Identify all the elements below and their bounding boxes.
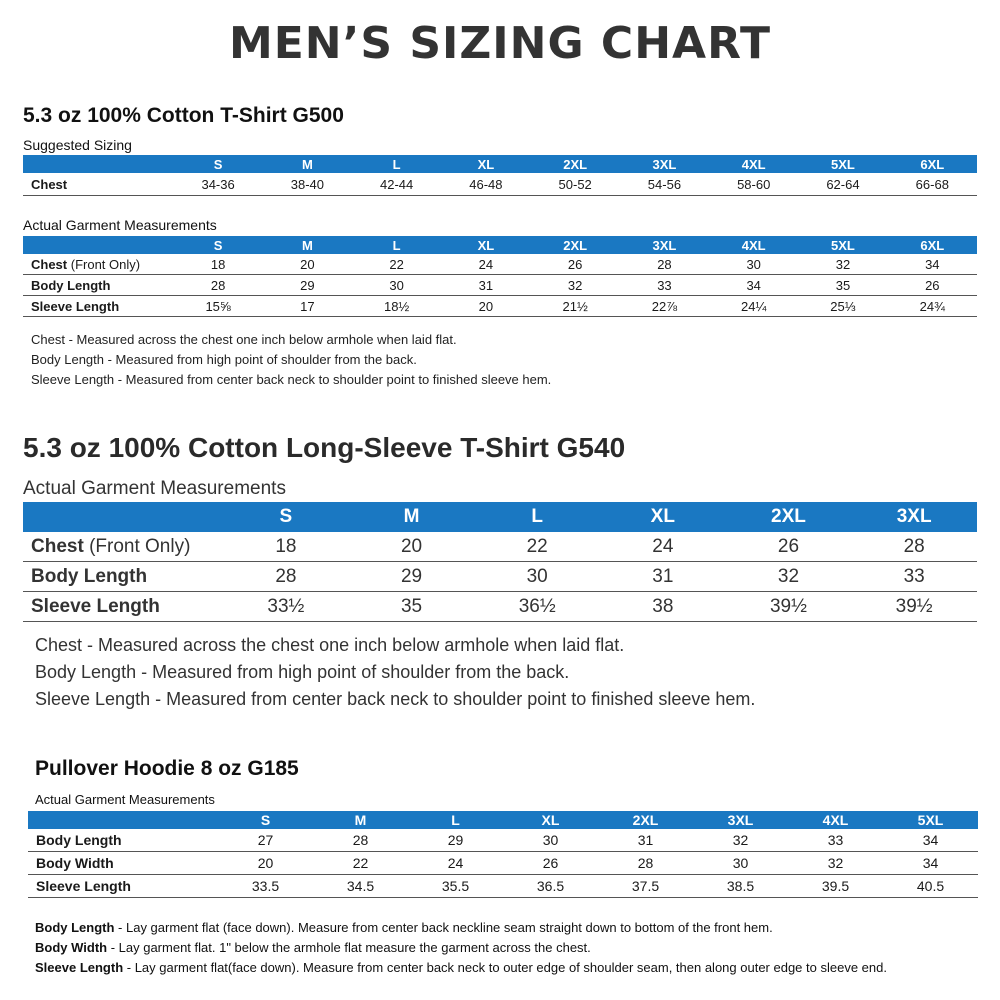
table-cell: 34 — [925, 256, 940, 272]
table-cell: 30 — [389, 277, 404, 293]
table-cell: 27 — [257, 832, 274, 848]
table-cell: 24 — [652, 535, 674, 557]
table-cell: 33 — [827, 832, 844, 848]
table-cell: 54-56 — [647, 176, 682, 192]
table-cell: 28 — [657, 256, 672, 272]
table-cell: 46-48 — [469, 176, 503, 192]
row-label-text: Sleeve Length — [36, 878, 131, 894]
g500-suggested-header — [23, 155, 977, 173]
size-header: XL — [441, 236, 530, 254]
table-cell: 58-60 — [737, 176, 771, 192]
table-cell: 15⅝ — [205, 298, 231, 314]
table-cell: 32 — [835, 256, 851, 272]
note-term: Body Length — [35, 920, 115, 935]
note: Sleeve Length - Measured from center back neck to shoulder point to finished sleeve hem. — [31, 372, 552, 387]
table-cell: 26 — [542, 855, 559, 871]
row-label — [28, 829, 218, 852]
table-cell: 30 — [526, 565, 548, 587]
table-row — [23, 532, 977, 562]
row-label — [23, 296, 173, 317]
row-label-text: Body Length — [36, 832, 122, 848]
g185-actual-header — [28, 811, 978, 829]
table-cell: 38 — [652, 595, 674, 617]
size-header: L — [408, 811, 503, 829]
size-header: 5XL — [798, 236, 887, 254]
table-cell: 24 — [447, 855, 464, 871]
size-header: M — [263, 236, 352, 254]
note-text: - Lay garment flat. 1" below the armhole flat measure the garment across the chest. — [107, 940, 591, 955]
g540-actual-body — [23, 532, 977, 622]
table-cell: 34.5 — [346, 878, 375, 894]
table-cell: 26 — [925, 277, 940, 293]
table-cell: 40.5 — [916, 878, 945, 894]
size-header: M — [313, 811, 408, 829]
size-header: S — [218, 811, 313, 829]
page-title: MEN’S SIZING CHART — [228, 18, 772, 69]
size-header: 4XL — [709, 155, 798, 173]
size-header: 4XL — [788, 811, 883, 829]
g540-heading: 5.3 oz 100% Cotton Long-Sleeve T-Shirt G540 — [23, 432, 626, 463]
table-cell: 24 — [478, 256, 494, 272]
g500-actual-table — [23, 236, 977, 317]
table-cell: 34 — [922, 855, 939, 871]
g185-actual-label: Actual Garment Measurements — [35, 792, 215, 807]
size-header: L — [352, 236, 441, 254]
size-header: L — [474, 502, 600, 532]
table-cell: 18½ — [383, 298, 410, 314]
row-label-text: Body Width — [36, 855, 114, 871]
row-label — [28, 852, 218, 875]
table-cell: 17 — [300, 298, 315, 314]
table-cell: 18 — [275, 535, 297, 557]
row-label-text: Chest — [31, 535, 84, 557]
g185-notes — [35, 918, 887, 978]
size-header: 2XL — [531, 236, 620, 254]
note — [35, 958, 887, 978]
g540-actual-table — [23, 502, 977, 622]
note-term: Body Width — [35, 940, 108, 955]
note: Chest - Measured across the chest one inch below armhole when laid flat. — [35, 635, 625, 655]
g185-heading: Pullover Hoodie 8 oz G185 — [35, 757, 299, 780]
size-header: 6XL — [888, 155, 977, 173]
row-label — [23, 592, 223, 622]
g540-notes — [35, 632, 755, 713]
size-header: 3XL — [851, 502, 977, 532]
table-row — [28, 852, 978, 875]
table-cell: 31 — [652, 565, 674, 587]
note — [35, 918, 887, 938]
table-cell: 38-40 — [290, 176, 324, 192]
row-label — [28, 875, 218, 898]
row-label — [23, 532, 223, 562]
table-cell: 26 — [567, 256, 583, 272]
note: Chest - Measured across the chest one inch below armhole when laid flat. — [31, 332, 457, 347]
table-cell: 20 — [400, 535, 423, 557]
table-cell: 28 — [352, 832, 369, 848]
g500-heading: 5.3 oz 100% Cotton T-Shirt G500 — [23, 104, 344, 127]
size-header: 4XL — [709, 236, 798, 254]
table-cell: 31 — [478, 277, 494, 293]
table-cell: 66-68 — [915, 176, 949, 192]
table-cell: 32 — [567, 277, 583, 293]
size-header: S — [173, 155, 262, 173]
table-row — [28, 875, 978, 898]
table-cell: 32 — [827, 855, 844, 871]
table-row — [23, 173, 977, 196]
table-cell: 24¾ — [919, 298, 945, 314]
note — [35, 938, 887, 958]
table-cell: 28 — [903, 535, 925, 557]
g185-actual-table — [28, 811, 978, 898]
note-text: - Lay garment flat (face down). Measure from center back neckline seam straight down to bottom of the front hem. — [114, 920, 773, 935]
g540-actual-label: Actual Garment Measurements — [23, 478, 286, 499]
size-header: 3XL — [620, 236, 709, 254]
g500-suggested-label: Suggested Sizing — [23, 137, 132, 153]
row-label: Chest — [31, 176, 68, 192]
table-cell: 36.5 — [536, 878, 565, 894]
table-cell: 29 — [447, 832, 464, 848]
g500-suggested-table — [23, 155, 977, 196]
table-cell: 22⅞ — [651, 298, 678, 314]
size-header: 3XL — [693, 811, 788, 829]
g500-notes — [31, 330, 551, 390]
size-header: M — [349, 502, 475, 532]
row-label-text: Body Length — [31, 565, 148, 587]
table-cell: 38.5 — [726, 878, 755, 894]
table-row — [23, 296, 977, 317]
size-header: S — [173, 236, 262, 254]
table-cell: 26 — [777, 535, 800, 557]
table-cell: 33 — [657, 277, 672, 293]
table-cell: 50-52 — [558, 176, 592, 192]
table-cell: 42-44 — [380, 176, 414, 192]
table-row — [23, 562, 977, 592]
row-label-text: Body Length — [31, 277, 111, 293]
table-cell: 31 — [637, 832, 654, 848]
table-cell: 32 — [777, 565, 800, 587]
table-cell: 33½ — [267, 595, 305, 617]
note: Body Length - Measured from high point of shoulder from the back. — [35, 662, 570, 682]
table-cell: 62-64 — [826, 176, 860, 192]
table-cell: 39.5 — [821, 878, 850, 894]
table-row — [23, 254, 977, 275]
size-header: M — [263, 155, 352, 173]
size-header: 3XL — [620, 155, 709, 173]
size-header: XL — [600, 502, 726, 532]
note-term: Sleeve Length — [35, 960, 124, 975]
table-cell: 35 — [400, 595, 423, 617]
table-cell: 18 — [210, 256, 226, 272]
row-label — [23, 562, 223, 592]
size-header: XL — [441, 155, 530, 173]
row-label-text: Sleeve Length — [31, 595, 160, 617]
row-label-text: Sleeve Length — [31, 298, 120, 314]
g500-actual-label: Actual Garment Measurements — [23, 217, 217, 233]
row-label-note: (Front Only) — [67, 256, 141, 272]
table-cell: 30 — [732, 855, 749, 871]
note: Body Length - Measured from high point of shoulder from the back. — [31, 352, 417, 367]
table-cell: 34 — [922, 832, 939, 848]
size-header: 2XL — [726, 502, 852, 532]
size-header: 2XL — [531, 155, 620, 173]
table-cell: 35.5 — [441, 878, 470, 894]
size-header: 5XL — [798, 155, 887, 173]
table-cell: 22 — [526, 535, 548, 557]
g500-actual-header — [23, 236, 977, 254]
table-cell: 33.5 — [251, 878, 280, 894]
table-row — [23, 275, 977, 296]
table-cell: 32 — [732, 832, 749, 848]
g540-actual-header — [23, 502, 977, 532]
table-cell: 22 — [389, 256, 404, 272]
table-cell: 35 — [835, 277, 851, 293]
note: Sleeve Length - Measured from center back neck to shoulder point to finished sleeve hem. — [35, 689, 756, 709]
table-row — [23, 592, 977, 622]
g500-actual-body — [23, 254, 977, 317]
row-label-text: Chest — [31, 256, 68, 272]
table-cell: 33 — [903, 565, 925, 587]
table-cell: 39½ — [895, 595, 933, 617]
table-cell: 20 — [478, 298, 494, 314]
table-cell: 28 — [210, 277, 226, 293]
size-header: XL — [503, 811, 598, 829]
table-cell: 20 — [257, 855, 274, 871]
size-header: 2XL — [598, 811, 693, 829]
table-cell: 28 — [275, 565, 297, 587]
table-cell: 37.5 — [631, 878, 660, 894]
table-cell: 29 — [400, 565, 423, 587]
row-label — [23, 275, 173, 296]
table-cell: 30 — [746, 256, 761, 272]
table-cell: 25⅓ — [830, 298, 856, 314]
table-cell: 39½ — [769, 595, 807, 617]
size-header: 5XL — [883, 811, 978, 829]
table-cell: 24¼ — [741, 298, 767, 314]
table-cell: 28 — [637, 855, 654, 871]
g185-actual-body — [28, 829, 978, 898]
size-header: 6XL — [888, 236, 977, 254]
table-cell: 36½ — [518, 595, 556, 617]
table-cell: 34-36 — [201, 176, 235, 192]
table-cell: 34 — [746, 277, 761, 293]
table-cell: 21½ — [562, 298, 588, 314]
table-cell: 20 — [300, 256, 315, 272]
table-cell: 29 — [300, 277, 315, 293]
table-row — [28, 829, 978, 852]
size-header: L — [352, 155, 441, 173]
table-cell: 22 — [352, 855, 369, 871]
note-text: - Lay garment flat(face down). Measure from center back neck to outer edge of shoulder seam, then along outer edge to sleeve end. — [123, 960, 887, 975]
row-label — [23, 254, 173, 275]
size-header: S — [223, 502, 349, 532]
table-cell: 30 — [542, 832, 559, 848]
row-label-note: (Front Only) — [83, 535, 191, 557]
